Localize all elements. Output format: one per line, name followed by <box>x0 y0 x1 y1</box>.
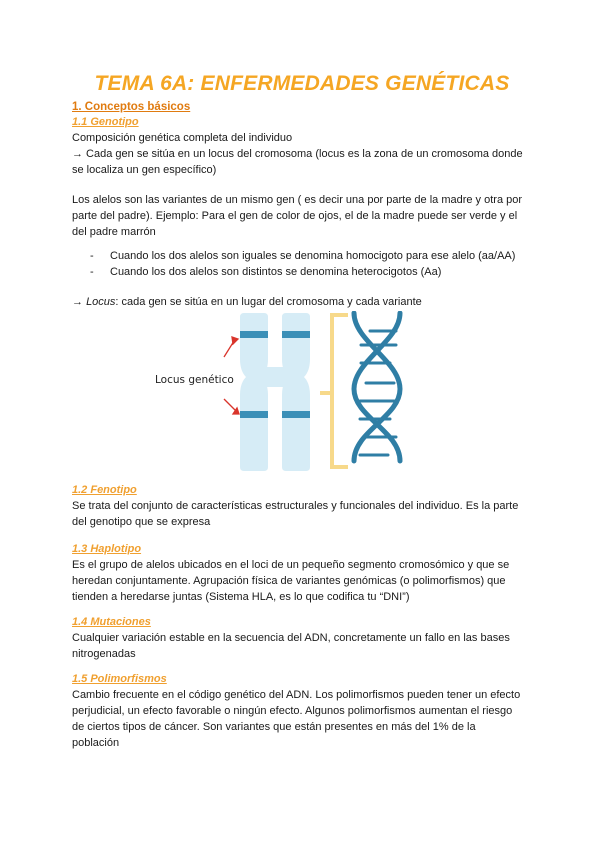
arrow-prefix: → <box>72 296 87 308</box>
subheading-genotipo: 1.1 Genotipo <box>72 116 139 128</box>
chromosome <box>240 313 310 471</box>
bullet-text: Cuando los dos alelos son distintos se denomina heterocigotos (Aa) <box>110 266 442 278</box>
locus-arrows <box>224 337 239 414</box>
haplotipo-line-1: Es el grupo de alelos ubicados en el loci de un pequeño segmento cromosómico y que se <box>72 559 510 571</box>
bullet-homocigoto <box>90 248 515 264</box>
bullet-dash: - <box>90 250 94 262</box>
haplotipo-line-3: tienden a heredarse juntas (Sistema HLA, es lo que codifica tu “DNI”) <box>72 591 410 603</box>
polimorfismos-line-4: población <box>72 737 120 749</box>
fenotipo-line-1: Se trata del conjunto de características estructurales y funcionales del individuo. Es la parte <box>72 500 519 512</box>
alelos-paragraph-line-2: parte del padre). Ejemplo: Para el gen de color de ojos, el de la madre puede ser verde y el <box>72 210 518 222</box>
mutaciones-line-1: Cualquier variación estable en la secuencia del ADN, concretamente un fallo en las bases <box>72 632 510 644</box>
alelos-paragraph-line-3: del padre marrón <box>72 226 156 238</box>
polimorfismos-line-2: perjudicial, un efecto favorable o ningún efecto. Algunos polimorfismos aumentan el riesgo <box>72 705 513 717</box>
subheading-haplotipo: 1.3 Haplotipo <box>72 543 142 555</box>
genotipo-definition: Composición genética completa del individuo <box>72 132 293 144</box>
bracket <box>320 315 348 467</box>
haplotipo-line-2: heredan conjuntamente. Agrupación física de variantes genómicas (o polimorfismos) que <box>72 575 506 587</box>
bullet-dash: - <box>90 266 94 278</box>
bullet-text: Cuando los dos alelos son iguales se denomina homocigoto para ese alelo (aa/AA) <box>110 250 516 262</box>
subheading-polimorfismos: 1.5 Polimorfismos <box>72 673 167 685</box>
locus-term: Locus <box>86 296 116 308</box>
page-title: TEMA 6A: ENFERMEDADES GENÉTICAS <box>94 72 510 95</box>
locus-line <box>72 294 534 310</box>
genotipo-locus-line: → Cada gen se sitúa en un locus del cromosoma (locus es la zona de un cromosoma donde <box>72 148 523 160</box>
dna-helix <box>354 313 400 461</box>
alelos-paragraph-line-1: Los alelos son las variantes de un mismo gen ( es decir una por parte de la madre y otra por <box>72 194 523 206</box>
section-heading-conceptos: 1. Conceptos básicos <box>72 101 191 113</box>
chromosome-dna-illustration <box>220 311 550 476</box>
polimorfismos-line-1: Cambio frecuente en el código genético del ADN. Los polimorfismos pueden tener un efecto <box>72 689 521 701</box>
fenotipo-line-2: del genotipo que se expresa <box>72 516 211 528</box>
subheading-fenotipo: 1.2 Fenotipo <box>72 484 137 496</box>
locus-text: : cada gen se sitúa en un lugar del cromosoma y cada variante <box>115 296 422 308</box>
polimorfismos-line-3: de ciertos tipos de cáncer. Son variantes que están presentes en más del 1% de la <box>72 721 476 733</box>
mutaciones-line-2: nitrogenadas <box>72 648 136 660</box>
bullet-heterocigoto <box>90 264 441 280</box>
genotipo-locus-line-2: se localiza un gen específico) <box>72 164 217 176</box>
subheading-mutaciones: 1.4 Mutaciones <box>72 616 151 628</box>
figure-label-locus: Locus genético <box>155 374 234 386</box>
